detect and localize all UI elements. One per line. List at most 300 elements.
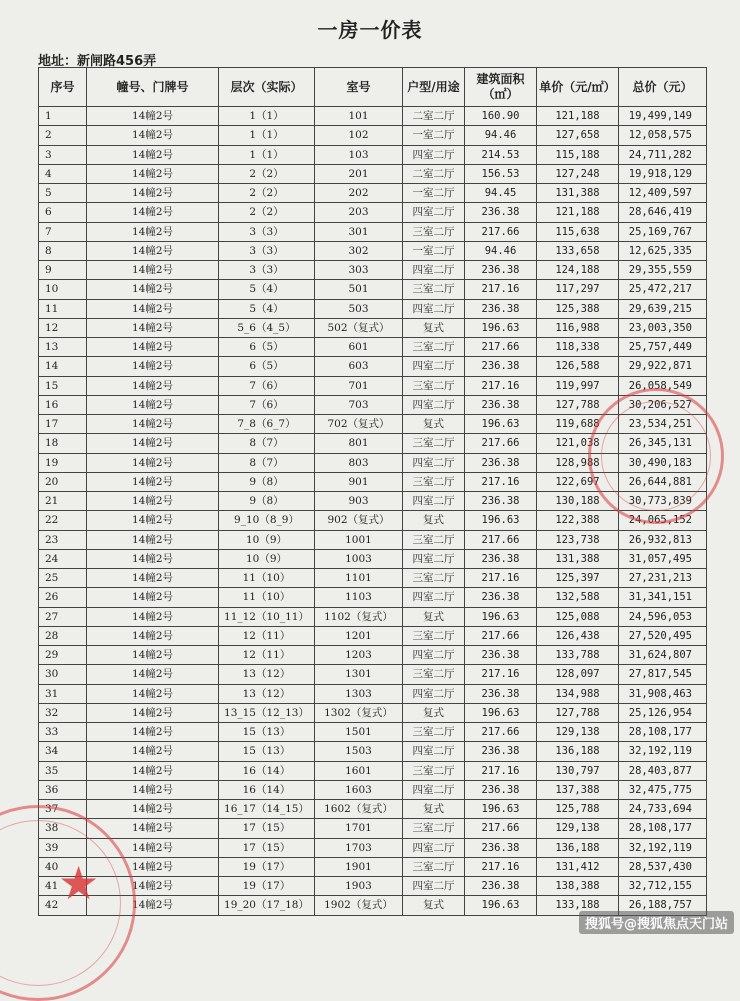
- cell-seq: 37: [39, 800, 87, 819]
- table-row: [39, 530, 707, 549]
- cell-area: 236.38: [465, 357, 537, 376]
- cell-building: 14幢2号: [87, 607, 219, 626]
- cell-total-price: 28,108,177: [619, 723, 707, 742]
- cell-area: 217.66: [465, 626, 537, 645]
- cell-unit-price: 125,788: [537, 800, 619, 819]
- cell-building: 14幢2号: [87, 549, 219, 568]
- cell-seq: 15: [39, 376, 87, 395]
- cell-unit-price: 134,988: [537, 684, 619, 703]
- cell-unit-price: 129,138: [537, 723, 619, 742]
- cell-type: 复式: [403, 703, 465, 722]
- cell-unit-price: 127,788: [537, 395, 619, 414]
- cell-room: 1903: [315, 877, 403, 896]
- cell-building: 14幢2号: [87, 761, 219, 780]
- cell-room: 1501: [315, 723, 403, 742]
- cell-type: 一室二厅: [403, 126, 465, 145]
- table-row: [39, 569, 707, 588]
- cell-area: 217.16: [465, 761, 537, 780]
- cell-type: 四室二厅: [403, 877, 465, 896]
- table-row: [39, 742, 707, 761]
- cell-unit-price: 131,412: [537, 857, 619, 876]
- table-row: [39, 376, 707, 395]
- cell-area: 217.66: [465, 530, 537, 549]
- cell-floor: 7_8（6_7）: [219, 415, 315, 434]
- cell-seq: 42: [39, 896, 87, 915]
- cell-total-price: 24,065,152: [619, 511, 707, 530]
- cell-unit-price: 127,788: [537, 703, 619, 722]
- cell-floor: 3（3）: [219, 222, 315, 241]
- cell-unit-price: 119,997: [537, 376, 619, 395]
- cell-type: 三室二厅: [403, 434, 465, 453]
- cell-area: 214.53: [465, 145, 537, 164]
- cell-total-price: 30,773,839: [619, 492, 707, 511]
- table-row: [39, 434, 707, 453]
- cell-type: 三室二厅: [403, 626, 465, 645]
- cell-building: 14幢2号: [87, 107, 219, 126]
- cell-area: 236.38: [465, 453, 537, 472]
- cell-total-price: 26,644,881: [619, 472, 707, 491]
- cell-building: 14幢2号: [87, 838, 219, 857]
- cell-area: 236.38: [465, 261, 537, 280]
- cell-total-price: 25,169,767: [619, 222, 707, 241]
- cell-building: 14幢2号: [87, 800, 219, 819]
- cell-room: 1201: [315, 626, 403, 645]
- cell-building: 14幢2号: [87, 819, 219, 838]
- cell-room: 203: [315, 203, 403, 222]
- cell-building: 14幢2号: [87, 434, 219, 453]
- cell-seq: 25: [39, 569, 87, 588]
- cell-floor: 15（13）: [219, 742, 315, 761]
- cell-floor: 2（2）: [219, 164, 315, 183]
- cell-seq: 9: [39, 261, 87, 280]
- header-building: 幢号、门牌号: [87, 68, 219, 107]
- cell-total-price: 28,403,877: [619, 761, 707, 780]
- cell-seq: 18: [39, 434, 87, 453]
- cell-type: 四室二厅: [403, 780, 465, 799]
- cell-floor: 19_20（17_18）: [219, 896, 315, 915]
- cell-floor: 9_10（8_9）: [219, 511, 315, 530]
- cell-room: 1103: [315, 588, 403, 607]
- cell-seq: 21: [39, 492, 87, 511]
- price-table: [38, 67, 707, 916]
- cell-seq: 12: [39, 318, 87, 337]
- cell-type: 复式: [403, 415, 465, 434]
- table-row: [39, 588, 707, 607]
- cell-floor: 11（10）: [219, 569, 315, 588]
- cell-seq: 28: [39, 626, 87, 645]
- cell-unit-price: 122,697: [537, 472, 619, 491]
- cell-seq: 7: [39, 222, 87, 241]
- cell-unit-price: 119,688: [537, 415, 619, 434]
- cell-building: 14幢2号: [87, 145, 219, 164]
- cell-seq: 11: [39, 299, 87, 318]
- cell-total-price: 12,058,575: [619, 126, 707, 145]
- cell-total-price: 23,003,350: [619, 318, 707, 337]
- table-row: [39, 780, 707, 799]
- cell-area: 217.16: [465, 472, 537, 491]
- address-label: 地址：新闸路456弄: [38, 54, 157, 69]
- cell-total-price: 25,126,954: [619, 703, 707, 722]
- cell-total-price: 12,625,335: [619, 241, 707, 260]
- cell-room: 1602（复式）: [315, 800, 403, 819]
- cell-seq: 34: [39, 742, 87, 761]
- cell-unit-price: 130,797: [537, 761, 619, 780]
- cell-type: 四室二厅: [403, 357, 465, 376]
- table-row: [39, 184, 707, 203]
- cell-seq: 4: [39, 164, 87, 183]
- cell-room: 101: [315, 107, 403, 126]
- cell-room: 202: [315, 184, 403, 203]
- cell-total-price: 19,499,149: [619, 107, 707, 126]
- cell-area: 236.38: [465, 838, 537, 857]
- cell-unit-price: 127,248: [537, 164, 619, 183]
- cell-room: 603: [315, 357, 403, 376]
- cell-total-price: 24,711,282: [619, 145, 707, 164]
- cell-total-price: 29,639,215: [619, 299, 707, 318]
- cell-total-price: 28,108,177: [619, 819, 707, 838]
- cell-type: 三室二厅: [403, 857, 465, 876]
- cell-unit-price: 121,038: [537, 434, 619, 453]
- cell-building: 14幢2号: [87, 357, 219, 376]
- cell-building: 14幢2号: [87, 857, 219, 876]
- table-row: [39, 800, 707, 819]
- cell-building: 14幢2号: [87, 203, 219, 222]
- cell-room: 902（复式）: [315, 511, 403, 530]
- cell-floor: 11（10）: [219, 588, 315, 607]
- cell-building: 14幢2号: [87, 665, 219, 684]
- cell-floor: 19（17）: [219, 857, 315, 876]
- cell-floor: 13（12）: [219, 684, 315, 703]
- cell-seq: 3: [39, 145, 87, 164]
- cell-type: 四室二厅: [403, 492, 465, 511]
- cell-room: 901: [315, 472, 403, 491]
- cell-total-price: 26,345,131: [619, 434, 707, 453]
- cell-floor: 3（3）: [219, 261, 315, 280]
- cell-type: 四室二厅: [403, 261, 465, 280]
- cell-seq: 30: [39, 665, 87, 684]
- table-row: [39, 203, 707, 222]
- cell-room: 103: [315, 145, 403, 164]
- table-row: [39, 164, 707, 183]
- table-row: [39, 723, 707, 742]
- cell-total-price: 29,355,559: [619, 261, 707, 280]
- cell-total-price: 32,475,775: [619, 780, 707, 799]
- cell-room: 1701: [315, 819, 403, 838]
- cell-floor: 17（15）: [219, 838, 315, 857]
- cell-type: 三室二厅: [403, 569, 465, 588]
- cell-total-price: 30,206,527: [619, 395, 707, 414]
- table-row: [39, 241, 707, 260]
- table-row: [39, 395, 707, 414]
- cell-unit-price: 137,388: [537, 780, 619, 799]
- cell-seq: 20: [39, 472, 87, 491]
- cell-floor: 1（1）: [219, 126, 315, 145]
- table-row: [39, 107, 707, 126]
- cell-room: 702（复式）: [315, 415, 403, 434]
- cell-unit-price: 127,658: [537, 126, 619, 145]
- cell-room: 1703: [315, 838, 403, 857]
- cell-room: 1101: [315, 569, 403, 588]
- cell-type: 四室二厅: [403, 395, 465, 414]
- cell-seq: 32: [39, 703, 87, 722]
- cell-room: 502（复式）: [315, 318, 403, 337]
- cell-type: 三室二厅: [403, 280, 465, 299]
- cell-total-price: 29,922,871: [619, 357, 707, 376]
- cell-total-price: 30,490,183: [619, 453, 707, 472]
- cell-area: 217.66: [465, 723, 537, 742]
- cell-floor: 9（8）: [219, 472, 315, 491]
- cell-floor: 10（9）: [219, 549, 315, 568]
- cell-seq: 10: [39, 280, 87, 299]
- cell-unit-price: 125,388: [537, 299, 619, 318]
- table-row: [39, 492, 707, 511]
- table-row: [39, 318, 707, 337]
- cell-unit-price: 123,738: [537, 530, 619, 549]
- cell-seq: 36: [39, 780, 87, 799]
- cell-area: 236.38: [465, 742, 537, 761]
- cell-floor: 1（1）: [219, 107, 315, 126]
- cell-type: 三室二厅: [403, 761, 465, 780]
- cell-building: 14幢2号: [87, 222, 219, 241]
- cell-seq: 14: [39, 357, 87, 376]
- cell-total-price: 26,188,757: [619, 896, 707, 915]
- cell-floor: 16（14）: [219, 780, 315, 799]
- cell-type: 三室二厅: [403, 376, 465, 395]
- header-room: 室号: [315, 68, 403, 107]
- cell-unit-price: 121,188: [537, 203, 619, 222]
- cell-building: 14幢2号: [87, 261, 219, 280]
- cell-seq: 16: [39, 395, 87, 414]
- cell-floor: 10（9）: [219, 530, 315, 549]
- cell-area: 236.38: [465, 877, 537, 896]
- cell-area: 217.16: [465, 857, 537, 876]
- cell-room: 801: [315, 434, 403, 453]
- cell-total-price: 26,932,813: [619, 530, 707, 549]
- table-row: [39, 665, 707, 684]
- cell-area: 236.38: [465, 684, 537, 703]
- cell-unit-price: 128,097: [537, 665, 619, 684]
- cell-total-price: 19,918,129: [619, 164, 707, 183]
- table-row: [39, 761, 707, 780]
- cell-unit-price: 132,588: [537, 588, 619, 607]
- cell-floor: 7（6）: [219, 376, 315, 395]
- cell-seq: 24: [39, 549, 87, 568]
- cell-building: 14幢2号: [87, 318, 219, 337]
- cell-area: 217.16: [465, 280, 537, 299]
- cell-floor: 16（14）: [219, 761, 315, 780]
- cell-room: 302: [315, 241, 403, 260]
- cell-area: 160.90: [465, 107, 537, 126]
- table-row: [39, 472, 707, 491]
- cell-type: 三室二厅: [403, 338, 465, 357]
- table-row: [39, 877, 707, 896]
- cell-area: 217.16: [465, 569, 537, 588]
- cell-unit-price: 129,138: [537, 819, 619, 838]
- cell-area: 236.38: [465, 492, 537, 511]
- cell-total-price: 24,733,694: [619, 800, 707, 819]
- cell-type: 四室二厅: [403, 299, 465, 318]
- cell-total-price: 25,757,449: [619, 338, 707, 357]
- cell-seq: 6: [39, 203, 87, 222]
- cell-type: 四室二厅: [403, 838, 465, 857]
- cell-building: 14幢2号: [87, 299, 219, 318]
- cell-floor: 5（4）: [219, 280, 315, 299]
- cell-floor: 2（2）: [219, 203, 315, 222]
- cell-seq: 5: [39, 184, 87, 203]
- cell-total-price: 27,520,495: [619, 626, 707, 645]
- cell-room: 1301: [315, 665, 403, 684]
- cell-building: 14幢2号: [87, 241, 219, 260]
- cell-total-price: 31,908,463: [619, 684, 707, 703]
- cell-building: 14幢2号: [87, 569, 219, 588]
- table-body: [39, 107, 707, 916]
- cell-seq: 19: [39, 453, 87, 472]
- cell-type: 一室二厅: [403, 184, 465, 203]
- cell-type: 三室二厅: [403, 819, 465, 838]
- header-area: 建筑面积（㎡）: [465, 68, 537, 107]
- cell-room: 501: [315, 280, 403, 299]
- cell-type: 三室二厅: [403, 723, 465, 742]
- cell-area: 94.46: [465, 241, 537, 260]
- cell-floor: 6（5）: [219, 357, 315, 376]
- cell-area: 217.66: [465, 819, 537, 838]
- cell-floor: 8（7）: [219, 453, 315, 472]
- cell-unit-price: 126,588: [537, 357, 619, 376]
- cell-building: 14幢2号: [87, 703, 219, 722]
- cell-building: 14幢2号: [87, 472, 219, 491]
- cell-seq: 39: [39, 838, 87, 857]
- cell-floor: 6（5）: [219, 338, 315, 357]
- cell-floor: 12（11）: [219, 626, 315, 645]
- cell-unit-price: 122,388: [537, 511, 619, 530]
- cell-area: 196.63: [465, 703, 537, 722]
- cell-area: 196.63: [465, 511, 537, 530]
- cell-unit-price: 131,388: [537, 549, 619, 568]
- table-row: [39, 607, 707, 626]
- cell-area: 196.63: [465, 607, 537, 626]
- cell-type: 三室二厅: [403, 665, 465, 684]
- table-row: [39, 299, 707, 318]
- cell-total-price: 12,409,597: [619, 184, 707, 203]
- cell-total-price: 32,712,155: [619, 877, 707, 896]
- cell-floor: 13（12）: [219, 665, 315, 684]
- cell-building: 14幢2号: [87, 742, 219, 761]
- cell-type: 四室二厅: [403, 549, 465, 568]
- cell-building: 14幢2号: [87, 492, 219, 511]
- seal-star-icon: ★: [58, 856, 100, 910]
- header-type: 户型/用途: [403, 68, 465, 107]
- cell-room: 1503: [315, 742, 403, 761]
- cell-type: 复式: [403, 800, 465, 819]
- cell-total-price: 28,537,430: [619, 857, 707, 876]
- cell-type: 二室二厅: [403, 164, 465, 183]
- cell-area: 94.45: [465, 184, 537, 203]
- cell-room: 1901: [315, 857, 403, 876]
- cell-area: 236.38: [465, 588, 537, 607]
- cell-total-price: 23,534,251: [619, 415, 707, 434]
- cell-floor: 11_12（10_11）: [219, 607, 315, 626]
- cell-building: 14幢2号: [87, 415, 219, 434]
- cell-type: 四室二厅: [403, 742, 465, 761]
- cell-room: 1003: [315, 549, 403, 568]
- table-row: [39, 857, 707, 876]
- cell-seq: 26: [39, 588, 87, 607]
- cell-room: 701: [315, 376, 403, 395]
- table-row: [39, 145, 707, 164]
- cell-total-price: 25,472,217: [619, 280, 707, 299]
- cell-area: 196.63: [465, 896, 537, 915]
- cell-total-price: 28,646,419: [619, 203, 707, 222]
- cell-building: 14幢2号: [87, 184, 219, 203]
- cell-room: 903: [315, 492, 403, 511]
- cell-unit-price: 128,988: [537, 453, 619, 472]
- table-row: [39, 684, 707, 703]
- cell-seq: 17: [39, 415, 87, 434]
- cell-seq: 40: [39, 857, 87, 876]
- cell-building: 14幢2号: [87, 338, 219, 357]
- cell-building: 14幢2号: [87, 877, 219, 896]
- cell-type: 复式: [403, 607, 465, 626]
- cell-unit-price: 117,297: [537, 280, 619, 299]
- cell-seq: 22: [39, 511, 87, 530]
- table-row: [39, 453, 707, 472]
- cell-room: 703: [315, 395, 403, 414]
- cell-unit-price: 136,188: [537, 742, 619, 761]
- cell-total-price: 26,058,549: [619, 376, 707, 395]
- cell-area: 217.66: [465, 222, 537, 241]
- cell-type: 四室二厅: [403, 145, 465, 164]
- cell-type: 复式: [403, 318, 465, 337]
- cell-room: 601: [315, 338, 403, 357]
- cell-type: 四室二厅: [403, 588, 465, 607]
- cell-unit-price: 125,397: [537, 569, 619, 588]
- cell-floor: 2（2）: [219, 184, 315, 203]
- cell-area: 94.46: [465, 126, 537, 145]
- cell-unit-price: 125,088: [537, 607, 619, 626]
- cell-building: 14幢2号: [87, 376, 219, 395]
- header-unit-price: 单价（元/㎡）: [537, 68, 619, 107]
- cell-area: 217.66: [465, 338, 537, 357]
- cell-building: 14幢2号: [87, 588, 219, 607]
- cell-room: 303: [315, 261, 403, 280]
- cell-type: 复式: [403, 896, 465, 915]
- cell-building: 14幢2号: [87, 126, 219, 145]
- cell-type: 三室二厅: [403, 472, 465, 491]
- cell-room: 201: [315, 164, 403, 183]
- table-row: [39, 838, 707, 857]
- cell-area: 196.63: [465, 318, 537, 337]
- cell-room: 1902（复式）: [315, 896, 403, 915]
- cell-room: 102: [315, 126, 403, 145]
- cell-floor: 12（11）: [219, 646, 315, 665]
- cell-unit-price: 115,188: [537, 145, 619, 164]
- header-seq: 序号: [39, 68, 87, 107]
- cell-building: 14幢2号: [87, 511, 219, 530]
- cell-building: 14幢2号: [87, 780, 219, 799]
- cell-area: 156.53: [465, 164, 537, 183]
- cell-type: 四室二厅: [403, 203, 465, 222]
- cell-area: 217.16: [465, 376, 537, 395]
- cell-floor: 16_17（14_15）: [219, 800, 315, 819]
- cell-room: 1001: [315, 530, 403, 549]
- cell-type: 四室二厅: [403, 453, 465, 472]
- cell-seq: 2: [39, 126, 87, 145]
- cell-unit-price: 118,338: [537, 338, 619, 357]
- table-row: [39, 415, 707, 434]
- cell-floor: 7（6）: [219, 395, 315, 414]
- cell-area: 217.66: [465, 434, 537, 453]
- cell-unit-price: 115,638: [537, 222, 619, 241]
